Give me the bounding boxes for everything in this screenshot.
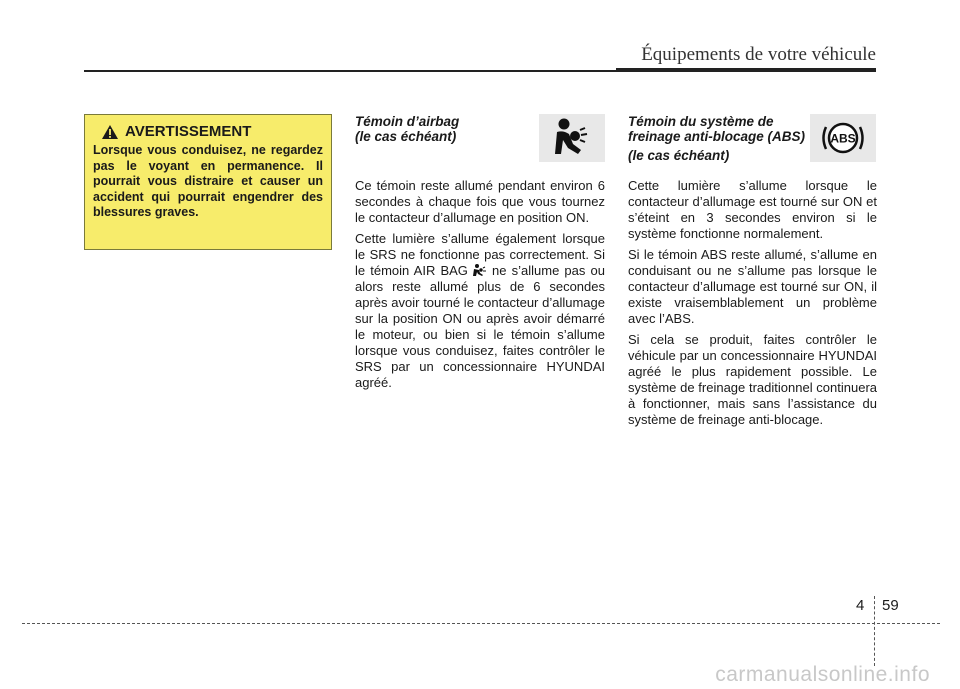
abs-section — [628, 114, 813, 163]
airbag-body — [355, 178, 605, 396]
page-header-title: Équipements de votre véhicule — [641, 44, 876, 65]
abs-paragraph-3: Si cela se produit, faites contrôler le véhicule par un concessionnaire HYUNDAI agréé le plus rapidement possible. Le système de freinage traditionnel continuera à fonctionner, mais sans l’assistance du système de freinage anti-blocage. — [628, 332, 877, 427]
abs-title-line1: Témoin du système de — [628, 114, 774, 129]
warning-text: Lorsque vous conduisez, ne regardez pas le voyant en permanence. Il pourrait vous distraire et causer un accident qui pourrait engendrer des blessures graves. — [93, 143, 323, 219]
airbag-paragraph-2 — [355, 231, 605, 391]
airbag-paragraph-1: Ce témoin reste allumé pendant environ 6 secondes à chaque fois que vous tournez le contacteur d’allumage en position ON. — [355, 178, 605, 225]
header-rule-accent — [616, 68, 876, 72]
warning-title: AVERTISSEMENT — [125, 123, 252, 140]
airbag-inline-icon — [471, 263, 487, 277]
abs-title-line2: freinage anti-blocage (ABS) — [628, 129, 806, 144]
abs-body — [628, 178, 877, 433]
airbag-title-line1: Témoin d’airbag — [355, 114, 460, 129]
page-number: 59 — [882, 597, 899, 614]
warning-heading — [101, 123, 323, 140]
abs-title — [628, 114, 813, 163]
footer-divider — [874, 596, 875, 666]
airbag-warning-icon — [539, 114, 605, 162]
warning-box — [84, 114, 332, 250]
abs-title-line3: (le cas échéant) — [628, 148, 730, 163]
abs-warning-icon — [810, 114, 876, 162]
abs-icon-label: ABS — [830, 131, 856, 146]
warning-triangle-icon — [101, 124, 119, 140]
footer-rule — [22, 623, 940, 624]
chapter-number: 4 — [856, 597, 865, 614]
airbag-paragraph-2-start: Cette lumière s’allume également lorsque le SRS ne fonctionne pas correctement. Si le témoin AIR BAG — [355, 231, 605, 278]
airbag-paragraph-2-end: ne s’allume pas ou alors reste allumé plus de 6 secondes après avoir tourné le contacteur d’allumage sur la position ON ou après avoir démarré le moteur, ou bien si le témoin s’allume lorsque vous conduisez, faites contrôler le SRS par un concessionnaire HYUNDAI agréé. — [355, 263, 605, 390]
airbag-title-line2: (le cas échéant) — [355, 129, 457, 144]
abs-paragraph-2: Si le témoin ABS reste allumé, s’allume en conduisant ou ne s’allume pas lorsque le contacteur d’allumage est tourné sur ON, il existe vraisemblablement un problème avec l’ABS. — [628, 247, 877, 326]
watermark: carmanualsonline.info — [715, 663, 930, 686]
abs-paragraph-1: Cette lumière s’allume lorsque le contacteur d’allumage est tourné sur ON et s’éteint en 3 secondes environ si le système fonctionne normalement. — [628, 178, 877, 241]
